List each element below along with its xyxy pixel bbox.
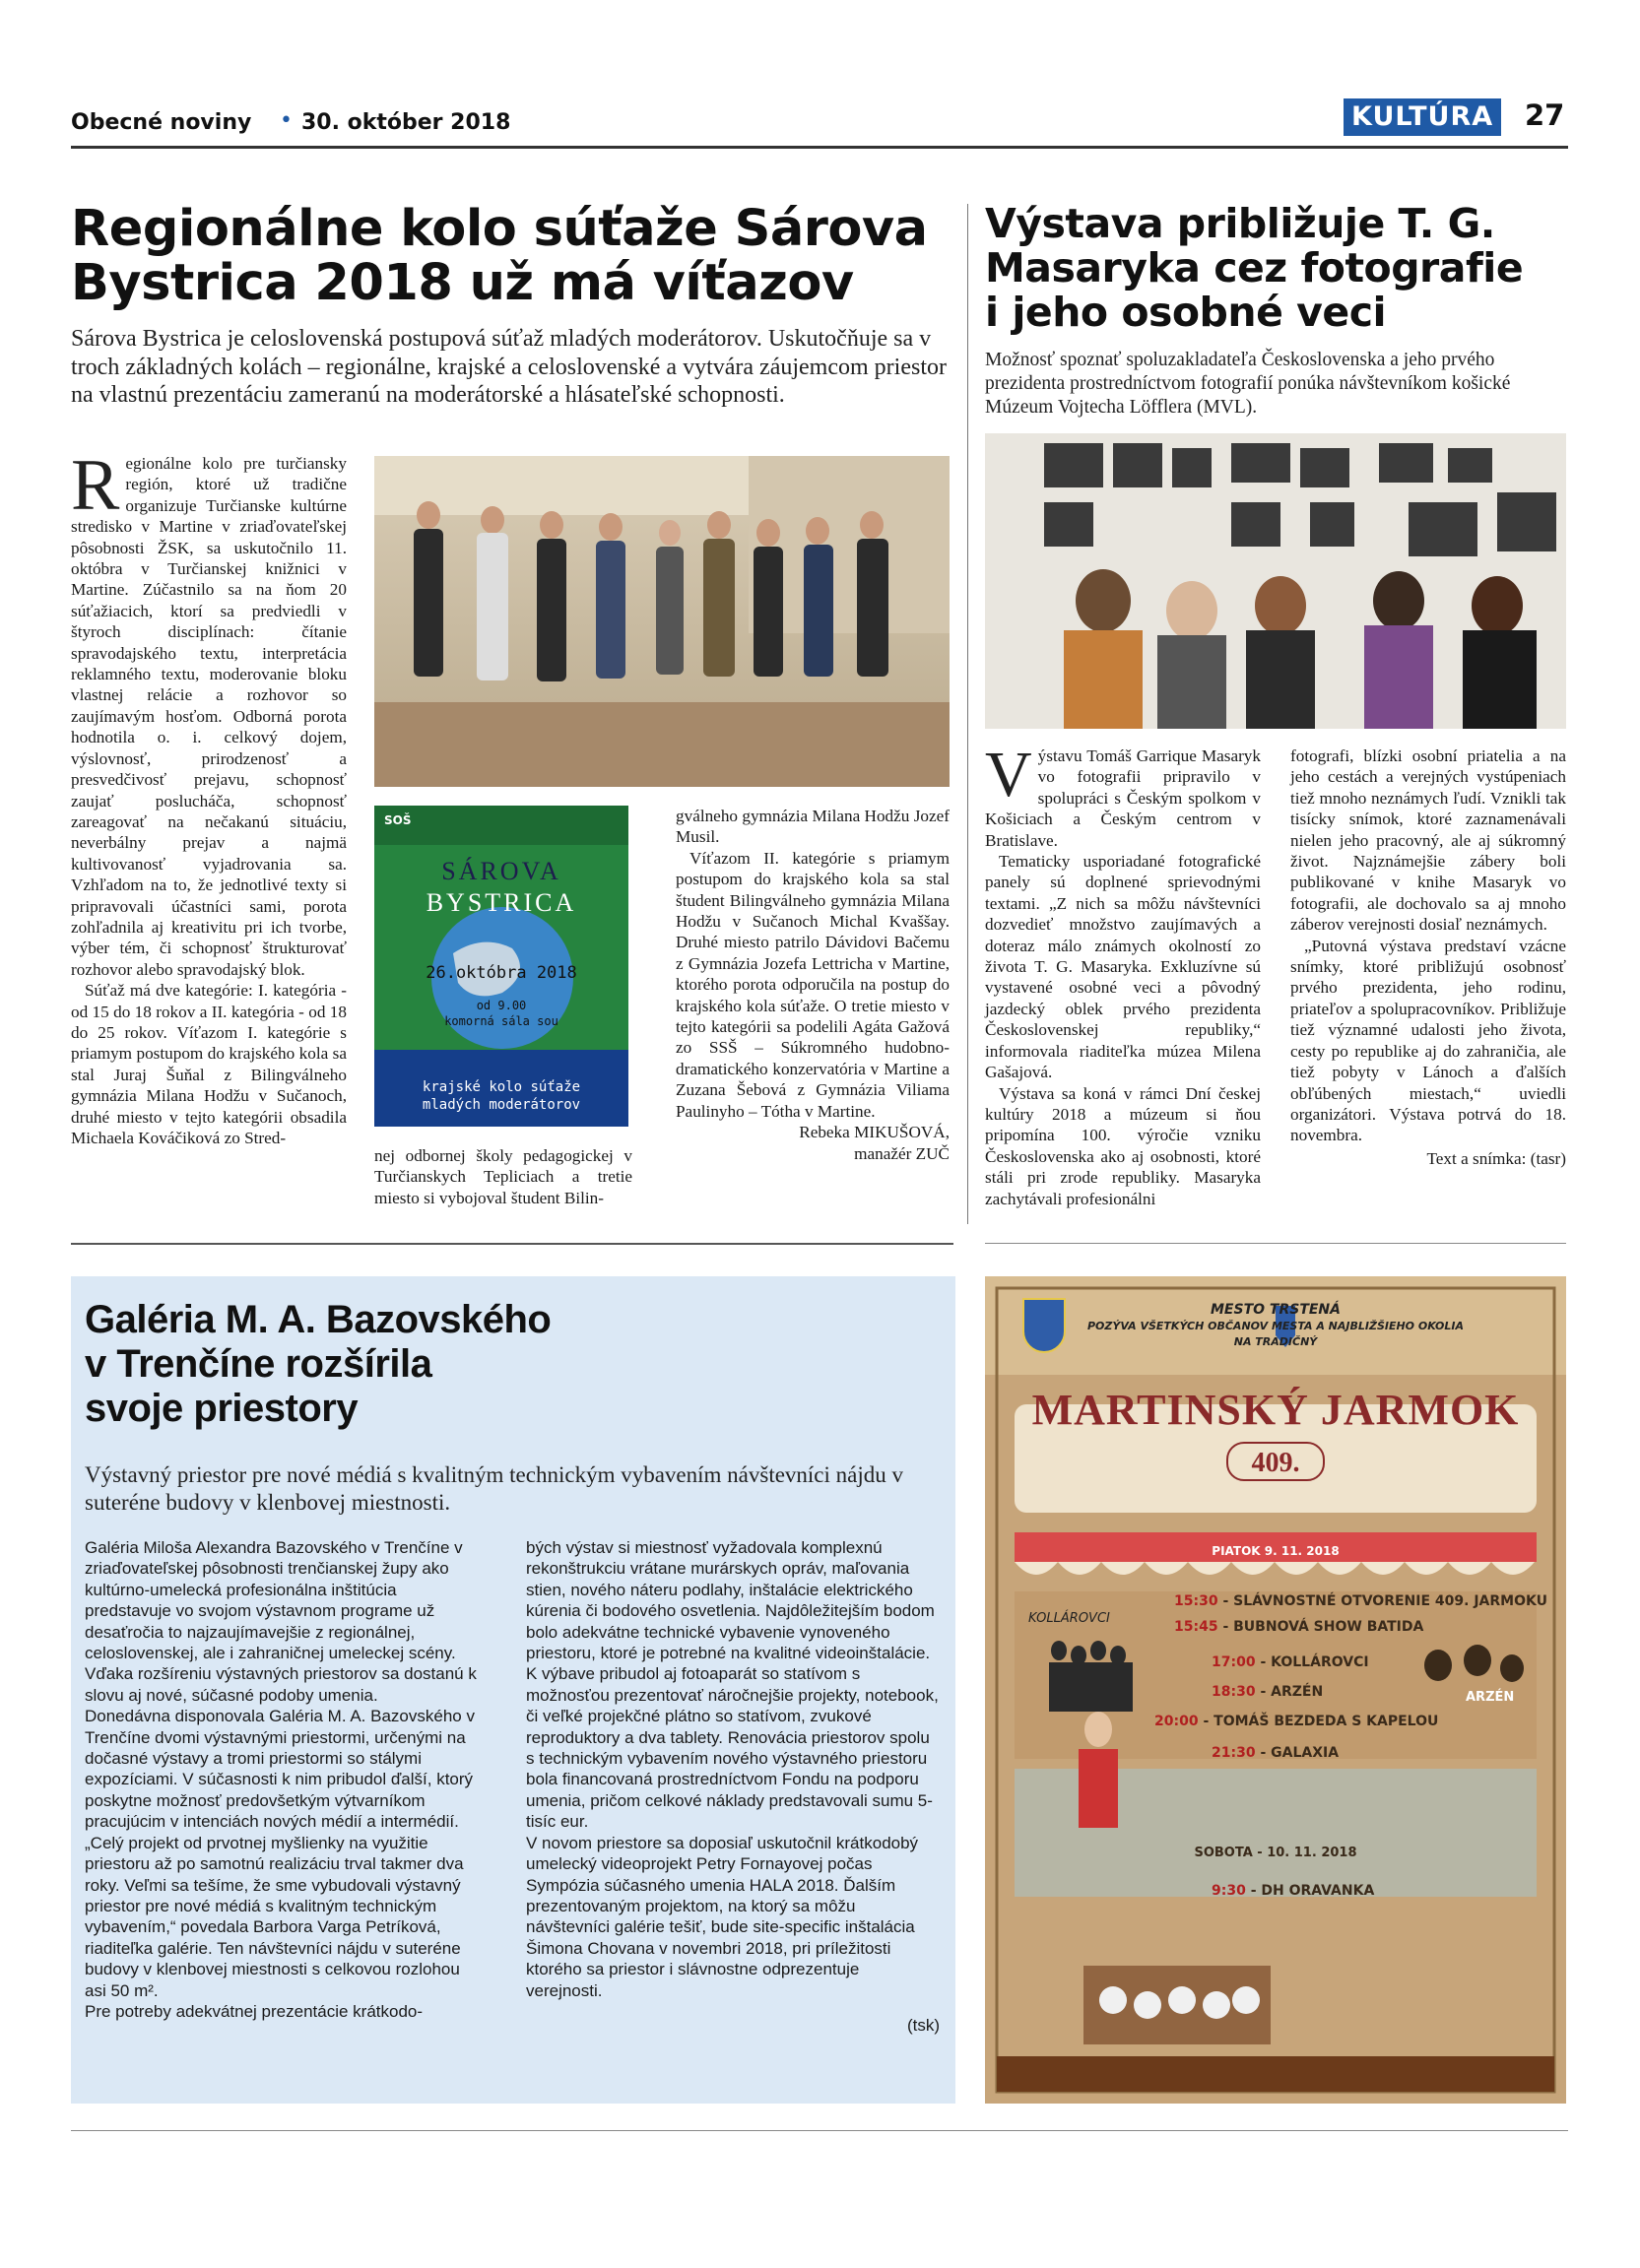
- poster-subtitle-2: mladých moderátorov: [422, 1097, 581, 1113]
- article2-col2-p2: „Putovná výstava predstaví vzácne snímky, ktoré približujú osobnosť prvého prezidenta, jeho rodinu, priateľov a spolupracovníkov. Približuje tiež významné udalosti jeho života, cesty po republike aj do zahraničia, ale tiež pobyty v Lánoch a ďalších obľúbených miestach,“ uviedli organizátori. Výstava potrvá do 18. novembra.: [1290, 936, 1566, 1145]
- ad-day2: SOBOTA - 10. 11. 2018: [1194, 1846, 1357, 1860]
- band-label-kollarovci: KOLLÁROVCI: [1028, 1611, 1110, 1626]
- article3-credit: (tsk): [906, 2015, 940, 2035]
- schedule-time: 15:45: [1174, 1619, 1218, 1635]
- article3-col2-p1: bých výstav si miestnosť vyžadovala komplexnú rekonštrukciu vrátane murárskych opráv, maľovania stien, nového náteru podlahy, inštalácie elektrického kúrenia či bodového osvetlenia. Najdôležitejším bodom bolo adekvátne technické vybavenie vynoveného priestoru, ktoré je potrebné na kvalitné videoinštalácie. K výbave pribudol aj fotoaparát so statívom s možnosťou prezentovať náročnejšie projekty, notebook, či veľké projekčné plátno so statívom, zvukové reproduktory a dva tablety. Renovácia priestorov spolu s technickým vybavením nového výstavného priestoru bola financovaná prostredníctvom Fondu na podporu umenia, pričom celkové náklady predstavovali sumu 5-tisíc eur.: [526, 1538, 939, 1832]
- article1-col3-p2: Víťazom II. kategórie s priamym postupom do krajského kola sa stal študent Bilingválneho gymnázia Milana Hodžu v Sučanoch Michal Kvaššay. Druhé miesto patrilo Dávidovi Bačemu z Gymnázia Jozefa Lettricha v Martine, ktorého porota odporučila na postup do krajského kola súťaže. O tretie miesto v tejto kategórii sa podelili Agáta Gažová zo SSŠ – Súkromného hudobno-dramatického konzervatória v Martine a Zuzana Šebová z Gymnázia Viliama Paulinyho – Tótha v Martine.: [676, 848, 950, 1121]
- schedule-row: 17:00 - KOLLÁROVCI: [1212, 1654, 1369, 1670]
- article1-col3: [676, 806, 950, 1164]
- article3-headline-line3: svoje priestory: [85, 1387, 359, 1430]
- article2-headline: [985, 202, 1576, 335]
- ad-invite-2: NA TRADIČNÝ: [1233, 1335, 1318, 1348]
- ad-edition: 409.: [1226, 1442, 1325, 1481]
- article1-headline: [71, 202, 957, 310]
- article1-col1-p2: Súťaž má dve kategórie: I. kategória - od 15 do 18 rokov a II. kategória - od 18 do 25 rokov. Víťazom I. kategórie s priamym postupom do krajského kola sa stal Juraj Šuňal z Bilingválneho gymnázia Milana Hodžu v Sučanoch, druhé miesto v tejto kategórii obsadila Michaela Kováčiková zo Stred-: [71, 981, 347, 1147]
- article1-col1-p1: egionálne kolo pre turčiansky región, ktoré už tradične organizuje Turčianske kultúrne stredisko v Martine v zriaďovateľskej pôsobnosti ŽSK, sa uskutočnilo 11. októbra v Turčianskej knižnici v Martine. Zúčastnilo sa na ňom 20 súťažiacich, ktorí sa predviedli v štyroch disciplínach: čítanie spravodajského textu, interpretácia reklamného textu, moderovanie bloku vlastnej relácie a rozhovor so zaujímavým hosťom. Odborná porota hodnotila o. i. celkový dojem, výslovnosť, prirodzenosť a presvedčivosť prejavu, schopnosť zaujať poslucháča, schopnosť zareagovať na nečakanú situáciu, neverbálny prejav a najmä kultivovanosť vyjadrovania sa. Vzhľadom na to, že jednotlivé texty si pripravovali účastníci sami, porota zohľadnila aj kreativitu pri ich tvorbe, výber tém, či schopnosť štrukturovať rozhovor alebo spravodajský blok.: [71, 454, 347, 979]
- schedule-time: 9:30: [1212, 1883, 1246, 1899]
- header-bullet: •: [280, 108, 293, 133]
- article2-headline-line2: Masaryka cez fotografie: [985, 244, 1524, 292]
- article2-headline-line1: Výstava približuje T. G.: [985, 200, 1495, 247]
- schedule-row: 18:30 - ARZÉN: [1212, 1684, 1324, 1700]
- article3-headline-line1: Galéria M. A. Bazovského: [85, 1298, 552, 1341]
- article3-headline-line2: v Trenčíne rozšírila: [85, 1342, 432, 1386]
- ad-title: MARTINSKÝ JARMOK: [1031, 1386, 1520, 1434]
- schedule-event: GALAXIA: [1271, 1745, 1340, 1761]
- poster-time: od 9.00: [476, 999, 527, 1012]
- article2-exhibition-photo: [985, 433, 1566, 729]
- schedule-time: 17:00: [1212, 1654, 1256, 1670]
- poster-venue: komorná sála sou: [444, 1014, 558, 1028]
- header-rule: [71, 146, 1568, 149]
- article1-author-role: manažér ZUČ: [854, 1143, 950, 1163]
- schedule-time: 20:00: [1154, 1714, 1199, 1729]
- poster-title-1: SÁROVA: [441, 857, 561, 885]
- schedule-row: 20:00 - TOMÁŠ BEZDEDA S KAPELOU: [1154, 1714, 1439, 1729]
- schedule-time: 18:30: [1212, 1684, 1256, 1700]
- article3-col1: [85, 1537, 479, 2022]
- article2-col2-p1: fotografi, blízki osobní priatelia a na jeho cestách a verejných vystúpeniach tiež mnoho neznámych ľudí. Vznikli tak tisícky snímok, ktoré zaznamenávali nielen jeho pracovný, ale aj súkromný život. Najznámejšie zábery boli publikované v knihe Masaryk vo fotografii, ale dochovalo sa aj mnoho záberov verejnosti dosiaľ neznámych.: [1290, 746, 1566, 935]
- section-rule-right: [985, 1243, 1566, 1244]
- article2-lede: Možnosť spoznať spoluzakladateľa Československa a jeho prvého prezidenta prostredníctvom fotografií ponúka návštevníkom košické Múzeum Vojtecha Löfflera (MVL).: [985, 350, 1511, 418]
- article3-col1-p1: Galéria Miloša Alexandra Bazovského v Trenčíne v zriaďovateľskej pôsobnosti trenčianskej župy ako kultúrno-umelecká profesionálna inštitúcia predstavuje vo svojom výstavnom programe už desaťročia to najzaujímavejšie z regionálnej, celoslovenskej, ale i zahraničnej umeleckej scény. Vďaka rozšíreniu výstavných priestorov sa dostanú k slovu aj nové, súčasné podoby umenia.: [85, 1538, 477, 1705]
- schedule-row: 9:30 - DH ORAVANKA: [1212, 1883, 1375, 1899]
- article1-col3-p1: gválneho gymnázia Milana Hodžu Jozef Musil.: [676, 807, 950, 847]
- article2-dropcap: V: [985, 739, 1032, 810]
- schedule-event: BUBNOVÁ SHOW BATIDA: [1233, 1619, 1424, 1635]
- ad-town: MESTO TRSTENÁ: [1211, 1302, 1341, 1318]
- article2-col1-p1: ýstavu Tomáš Garrique Masaryk vo fotografii pripravilo v spolupráci s Českým spolkom v Košiciach a Českým centrom v Bratislave.: [985, 746, 1261, 850]
- article1-headline-line1: Regionálne kolo súťaže Sárova: [71, 200, 928, 258]
- article3-headline: [85, 1298, 912, 1431]
- article3-col1-p2: Donedávna disponovala Galéria M. A. Bazovského v Trenčíne dvomi výstavnými priestormi, určenými na dočasné výstavy a tromi priestormi so stálymi expozíciami. V súčasnosti k nim pribudol ďalší, ktorý poskytne možnosť predovšetkým výtvarníkom pracujúcim v intenciách nových médií a intermédií. „Celý projekt od prvotnej myšlienky na využitie priestoru až po samotnú realizáciu trval takmer dva roky. Veľmi sa tešíme, že sme vybudovali výstavný priestor pre nové médiá s kvalitným technickým vybavením,“ povedala Barbora Varga Petríková, riaditeľka galérie. Ten návštevníci nájdu v suteréne budovy v klenbovej miestnosti s celkovou rozlohou asi 50 m².: [85, 1707, 475, 2000]
- article1-lede: Sárova Bystrica je celoslovenská postupová súťaž mladých moderátorov. Uskutočňuje sa v troch základných kolách – regionálne, krajské a celoslovenské a vytvára záujemcom priestor na vlastnú prezentáciu zameranú na moderátorské a hlásateľské schopnosti.: [71, 326, 947, 408]
- article2-col1-p2: Tematicky usporiadané fotografické panely sú doplnené sprievodnými textami. „Z nich sa môžu návštevníci dozvedieť množstvo zaujímavých a doteraz málo známych okolností zo života T. G. Masaryka. Exkluzívne sú vystavené osobné veci a pôvodný jazdecký oblek prvého prezidenta Československej republiky,“ informovala riaditeľka múzea Milena Gašajová.: [985, 852, 1261, 1082]
- jarmok-advertisement: [985, 1276, 1566, 2104]
- schedule-row: 15:30 - SLÁVNOSTNÉ OTVORENIE 409. JARMOKU: [1174, 1593, 1547, 1609]
- poster-subtitle-1: krajské kolo súťaže: [422, 1079, 581, 1095]
- column-divider: [967, 204, 968, 1224]
- section-rule: [71, 1243, 953, 1245]
- page-number: 27: [1525, 98, 1565, 132]
- article3-col1-p3: Pre potreby adekvátnej prezentácie krátkodo-: [85, 2001, 424, 2021]
- poster-logo: SOŠ: [384, 813, 412, 827]
- band-label-arzen: ARZÉN: [1466, 1690, 1515, 1705]
- article3-lede: Výstavný priestor pre nové médiá s kvalitným technickým vybavením návštevníci nájdu v suteréne budovy v klenbovej miestnosti.: [85, 1462, 903, 1515]
- article1-dropcap: R: [71, 445, 120, 526]
- ad-day1: PIATOK 9. 11. 2018: [1212, 1544, 1340, 1558]
- article1-author: Rebeka MIKUŠOVÁ,: [799, 1123, 950, 1142]
- issue-date: 30. október 2018: [301, 110, 511, 135]
- article2-col1-p3: Výstava sa koná v rámci Dní českej kultúry 2018 a múzeum si ňou pripomína 100. výročie vzniku Československa ako aj osobnosti, ktoré stáli pri zrode republiky. Masaryka zachytávali profesionálni: [985, 1083, 1261, 1208]
- article1-col2-text: nej odbornej školy pedagogickej v Turčianskych Tepliciach a tretie miesto si vybojoval študent Bilin-: [374, 1146, 632, 1207]
- sarova-bystrica-poster: [374, 806, 628, 1127]
- ad-invite-1: POZÝVA VŠETKÝCH OBČANOV MESTA A NAJBLIŽŠIEHO OKOLIA: [1087, 1320, 1464, 1332]
- schedule-event: SLÁVNOSTNÉ OTVORENIE 409. JARMOKU: [1233, 1593, 1547, 1609]
- article2-headline-line3: i jeho osobné veci: [985, 289, 1387, 336]
- footer-rule: [71, 2130, 1568, 2131]
- schedule-event: TOMÁŠ BEZDEDA S KAPELOU: [1214, 1714, 1439, 1729]
- article2-col2: [1290, 745, 1566, 1169]
- article1-headline-line2: Bystrica 2018 už má víťazov: [71, 254, 854, 312]
- schedule-row: 15:45 - BUBNOVÁ SHOW BATIDA: [1174, 1619, 1424, 1635]
- schedule-row: 21:30 - GALAXIA: [1212, 1745, 1340, 1761]
- article1-group-photo: [374, 456, 950, 787]
- article3-col2: [526, 1537, 940, 2036]
- poster-title-2: BYSTRICA: [426, 888, 577, 917]
- poster-date: 26.októbra 2018: [426, 963, 577, 983]
- article3-col2-p2: V novom priestore sa doposiaľ uskutočnil krátkodobý umelecký videoprojekt Petry Fornayovej počas Sympózia súčasného umenia HALA 2018. Ďalším prezentovaným projektom, na ktorý sa môžu návštevníci galérie tešiť, bude site-specific inštalácia Šimona Chovana v novembri 2018, pri príležitosti ktorého sa priestor i slávnostne odprezentuje verejnosti.: [526, 1833, 919, 2000]
- schedule-time: 15:30: [1174, 1593, 1218, 1609]
- page-header: [71, 98, 1568, 146]
- article1-col1: [71, 445, 347, 1148]
- schedule-event: KOLLÁROVCI: [1271, 1654, 1369, 1670]
- publication-name: Obecné noviny: [71, 110, 252, 135]
- article1-col2: [374, 1145, 632, 1208]
- article2-credit: Text a snímka: (tasr): [1426, 1148, 1566, 1168]
- section-label: KULTÚRA: [1344, 98, 1501, 136]
- schedule-event: ARZÉN: [1271, 1684, 1324, 1700]
- schedule-event: DH ORAVANKA: [1261, 1883, 1375, 1899]
- schedule-time: 21:30: [1212, 1745, 1256, 1761]
- article2-col1: [985, 739, 1261, 1209]
